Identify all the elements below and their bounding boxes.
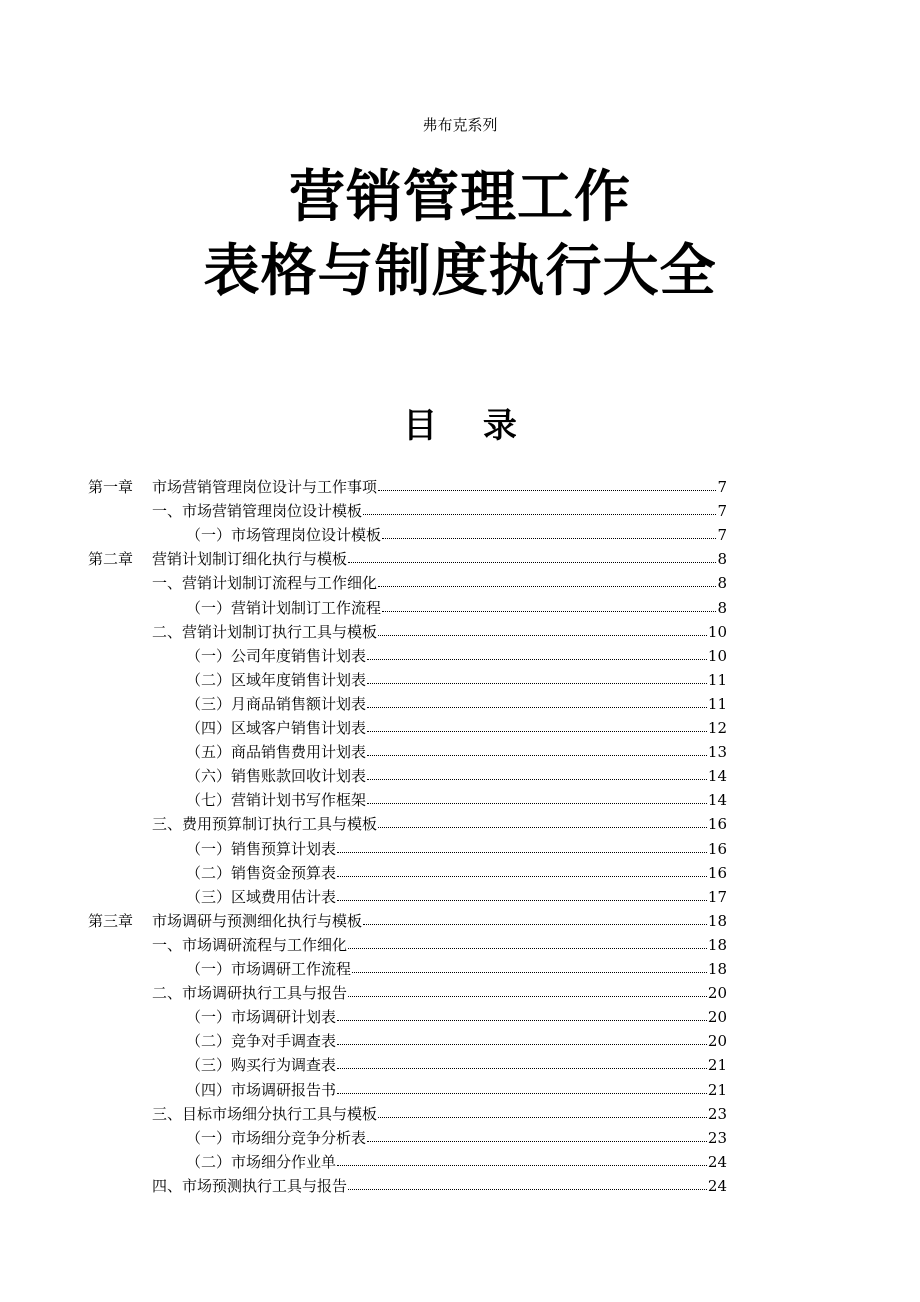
- toc-leader-dots: [337, 885, 707, 901]
- toc-entry-text: （一）市场调研工作流程: [186, 960, 352, 978]
- toc-entry-text: （二）竞争对手调查表: [186, 1032, 337, 1050]
- toc-chapter-number: 第一章: [88, 478, 134, 496]
- toc-entry[interactable]: [186, 837, 727, 861]
- toc-entry-text: （六）销售账款回收计划表: [186, 767, 367, 785]
- toc-leader-dots: [367, 1126, 707, 1142]
- toc-entry-label: [186, 596, 381, 620]
- toc-entry[interactable]: [152, 620, 727, 644]
- toc-page-number: 8: [717, 599, 727, 617]
- toc-entry[interactable]: [152, 499, 727, 523]
- toc-leader-dots: [363, 909, 707, 925]
- toc-page-number: 10: [707, 647, 727, 665]
- toc-entry-text: （一）销售预算计划表: [186, 840, 337, 858]
- toc-leader-dots: [337, 1029, 707, 1045]
- toc-page-number: 20: [707, 1008, 727, 1026]
- toc-entry-label: [186, 885, 336, 909]
- toc-page-number: 8: [717, 574, 727, 592]
- toc-entry-text: （五）商品销售费用计划表: [186, 743, 367, 761]
- toc-page-number: 17: [707, 888, 727, 906]
- toc-entry[interactable]: [186, 644, 727, 668]
- toc-entry-label: [186, 861, 336, 885]
- toc-page-number: 11: [707, 671, 727, 689]
- toc-entry[interactable]: [186, 885, 727, 909]
- toc-leader-dots: [378, 571, 716, 587]
- toc-leader-dots: [367, 668, 707, 684]
- toc-leader-dots: [348, 981, 707, 997]
- toc-entry-label: [186, 764, 366, 788]
- toc-entry-label: [186, 716, 366, 740]
- toc-entry-text: （一）公司年度销售计划表: [186, 647, 367, 665]
- toc-entry-text: （二）销售资金预算表: [186, 864, 337, 882]
- toc-leader-dots: [337, 1005, 707, 1021]
- toc-page-number: 7: [717, 502, 727, 520]
- toc-leader-dots: [348, 933, 707, 949]
- toc-heading: 目 录: [403, 406, 517, 446]
- toc-page-number: 16: [707, 815, 727, 833]
- toc-entry-label: [186, 1126, 366, 1150]
- toc-entry-label: [186, 837, 336, 861]
- toc-entry-label: [186, 692, 366, 716]
- toc-entry-text: （一）市场调研计划表: [186, 1008, 337, 1026]
- toc-entry-text: （一）市场细分竞争分析表: [186, 1129, 367, 1147]
- toc-leader-dots: [337, 837, 707, 853]
- toc-entry-label: [186, 1053, 336, 1077]
- toc-entry[interactable]: [186, 740, 727, 764]
- toc-page-number: 16: [707, 840, 727, 858]
- toc-entry[interactable]: [152, 571, 727, 595]
- toc-entry-text: （七）营销计划书写作框架: [186, 791, 367, 809]
- toc-entry-text: 一、市场营销管理岗位设计模板: [152, 502, 363, 520]
- toc-entry-text: 三、目标市场细分执行工具与模板: [152, 1105, 378, 1123]
- toc-leader-dots: [367, 692, 707, 708]
- toc-entry[interactable]: [186, 1005, 727, 1029]
- toc-entry[interactable]: [152, 812, 727, 836]
- toc-chapter-number: 第三章: [88, 912, 134, 930]
- document-title-line2: 表格与制度执行大全: [203, 239, 717, 304]
- toc-entry[interactable]: [186, 861, 727, 885]
- toc-leader-dots: [378, 475, 716, 491]
- toc-page-number: 10: [707, 623, 727, 641]
- toc-chapter-number: 第二章: [88, 550, 134, 568]
- toc-entry-label: [186, 523, 381, 547]
- toc-page-number: 11: [707, 695, 727, 713]
- toc-entry-text: 市场调研与预测细化执行与模板: [152, 912, 363, 930]
- toc-entry-text: 一、市场调研流程与工作细化: [152, 936, 348, 954]
- toc-entry[interactable]: [88, 909, 727, 933]
- toc-entry-text: （二）区域年度销售计划表: [186, 671, 367, 689]
- toc-page-number: 12: [707, 719, 727, 737]
- toc-entry[interactable]: [186, 523, 727, 547]
- toc-entry[interactable]: [186, 1126, 727, 1150]
- toc-page-number: 18: [707, 912, 727, 930]
- toc-entry[interactable]: [186, 1150, 727, 1174]
- toc-entry[interactable]: [152, 1102, 727, 1126]
- toc-leader-dots: [382, 596, 716, 612]
- toc-leader-dots: [367, 644, 707, 660]
- toc-entry-text: 一、营销计划制订流程与工作细化: [152, 574, 378, 592]
- toc-entry-text: 三、费用预算制订执行工具与模板: [152, 815, 378, 833]
- toc-leader-dots: [337, 861, 707, 877]
- toc-leader-dots: [367, 740, 707, 756]
- toc-entry-label: [88, 475, 377, 499]
- toc-entry-label: [152, 812, 377, 836]
- toc-entry[interactable]: [186, 668, 727, 692]
- toc-entry[interactable]: [152, 1174, 727, 1198]
- toc-page-number: 20: [707, 1032, 727, 1050]
- toc-entry-label: [88, 547, 347, 571]
- toc-entry-text: （二）市场细分作业单: [186, 1153, 337, 1171]
- toc-entry-label: [88, 909, 362, 933]
- toc-leader-dots: [337, 1053, 707, 1069]
- toc-entry[interactable]: [186, 1053, 727, 1077]
- toc-entry-text: （三）区域费用估计表: [186, 888, 337, 906]
- toc-leader-dots: [352, 957, 707, 973]
- toc-leader-dots: [378, 620, 707, 636]
- toc-entry[interactable]: [186, 692, 727, 716]
- toc-entry-label: [152, 1174, 347, 1198]
- toc-leader-dots: [367, 716, 707, 732]
- toc-entry-label: [186, 1078, 336, 1102]
- toc-page-number: 24: [707, 1153, 727, 1171]
- toc-entry[interactable]: [186, 957, 727, 981]
- toc-entry[interactable]: [186, 1029, 727, 1053]
- toc-entry-text: （三）月商品销售额计划表: [186, 695, 367, 713]
- toc-entry[interactable]: [88, 547, 727, 571]
- toc-entry-label: [152, 981, 347, 1005]
- toc-entry-text: 营销计划制订细化执行与模板: [152, 550, 348, 568]
- toc-entry[interactable]: [186, 716, 727, 740]
- toc-leader-dots: [367, 788, 707, 804]
- toc-entry-label: [152, 1102, 377, 1126]
- toc-entry[interactable]: [152, 981, 727, 1005]
- toc-leader-dots: [337, 1078, 707, 1094]
- toc-page-number: 18: [707, 960, 727, 978]
- toc-entry-label: [152, 933, 347, 957]
- toc-entry-label: [186, 957, 351, 981]
- toc-entry-text: 二、市场调研执行工具与报告: [152, 984, 348, 1002]
- toc-entry[interactable]: [88, 475, 727, 499]
- toc-entry-label: [152, 499, 362, 523]
- toc-entry-label: [186, 668, 366, 692]
- toc-page-number: 18: [707, 936, 727, 954]
- toc-leader-dots: [337, 1150, 707, 1166]
- toc-entry[interactable]: [186, 1078, 727, 1102]
- toc-page-number: 16: [707, 864, 727, 882]
- toc-entry-label: [186, 1005, 336, 1029]
- toc-entry-label: [186, 1150, 336, 1174]
- toc-leader-dots: [348, 1174, 707, 1190]
- toc-page-number: 14: [707, 791, 727, 809]
- toc-entry-text: 市场营销管理岗位设计与工作事项: [152, 478, 378, 496]
- toc-entry-label: [186, 1029, 336, 1053]
- toc-page-number: 20: [707, 984, 727, 1002]
- toc-entry-text: （四）区域客户销售计划表: [186, 719, 367, 737]
- toc-page-number: 7: [717, 478, 727, 496]
- toc-entry-text: 四、市场预测执行工具与报告: [152, 1177, 348, 1195]
- toc-entry-label: [152, 571, 377, 595]
- toc-page-number: 8: [717, 550, 727, 568]
- toc-page-number: 13: [707, 743, 727, 761]
- toc-entry[interactable]: [186, 764, 727, 788]
- toc-leader-dots: [378, 1102, 707, 1118]
- toc-page-number: 23: [707, 1129, 727, 1147]
- toc-entry-label: [186, 644, 366, 668]
- document-title-line1: 营销管理工作: [289, 165, 631, 230]
- series-label: 弗布克系列: [422, 116, 498, 134]
- toc-entry-label: [186, 740, 366, 764]
- toc-leader-dots: [382, 523, 716, 539]
- toc-leader-dots: [378, 812, 707, 828]
- toc-page-number: 14: [707, 767, 727, 785]
- toc-page-number: 7: [717, 526, 727, 544]
- toc-entry-text: 二、营销计划制订执行工具与模板: [152, 623, 378, 641]
- toc-leader-dots: [348, 547, 716, 563]
- toc-leader-dots: [367, 764, 707, 780]
- toc-entry-label: [152, 620, 377, 644]
- toc-page-number: 24: [707, 1177, 727, 1195]
- toc-entry[interactable]: [152, 933, 727, 957]
- toc-page-number: 21: [707, 1056, 727, 1074]
- toc-leader-dots: [363, 499, 716, 515]
- toc-entry[interactable]: [186, 596, 727, 620]
- toc-page-number: 21: [707, 1081, 727, 1099]
- toc-entry-label: [186, 788, 366, 812]
- toc-page-number: 23: [707, 1105, 727, 1123]
- toc-entry[interactable]: [186, 788, 727, 812]
- toc-entry-text: （一）营销计划制订工作流程: [186, 599, 382, 617]
- toc-entry-text: （一）市场管理岗位设计模板: [186, 526, 382, 544]
- toc-entry-text: （三）购买行为调查表: [186, 1056, 337, 1074]
- toc-entry-text: （四）市场调研报告书: [186, 1081, 337, 1099]
